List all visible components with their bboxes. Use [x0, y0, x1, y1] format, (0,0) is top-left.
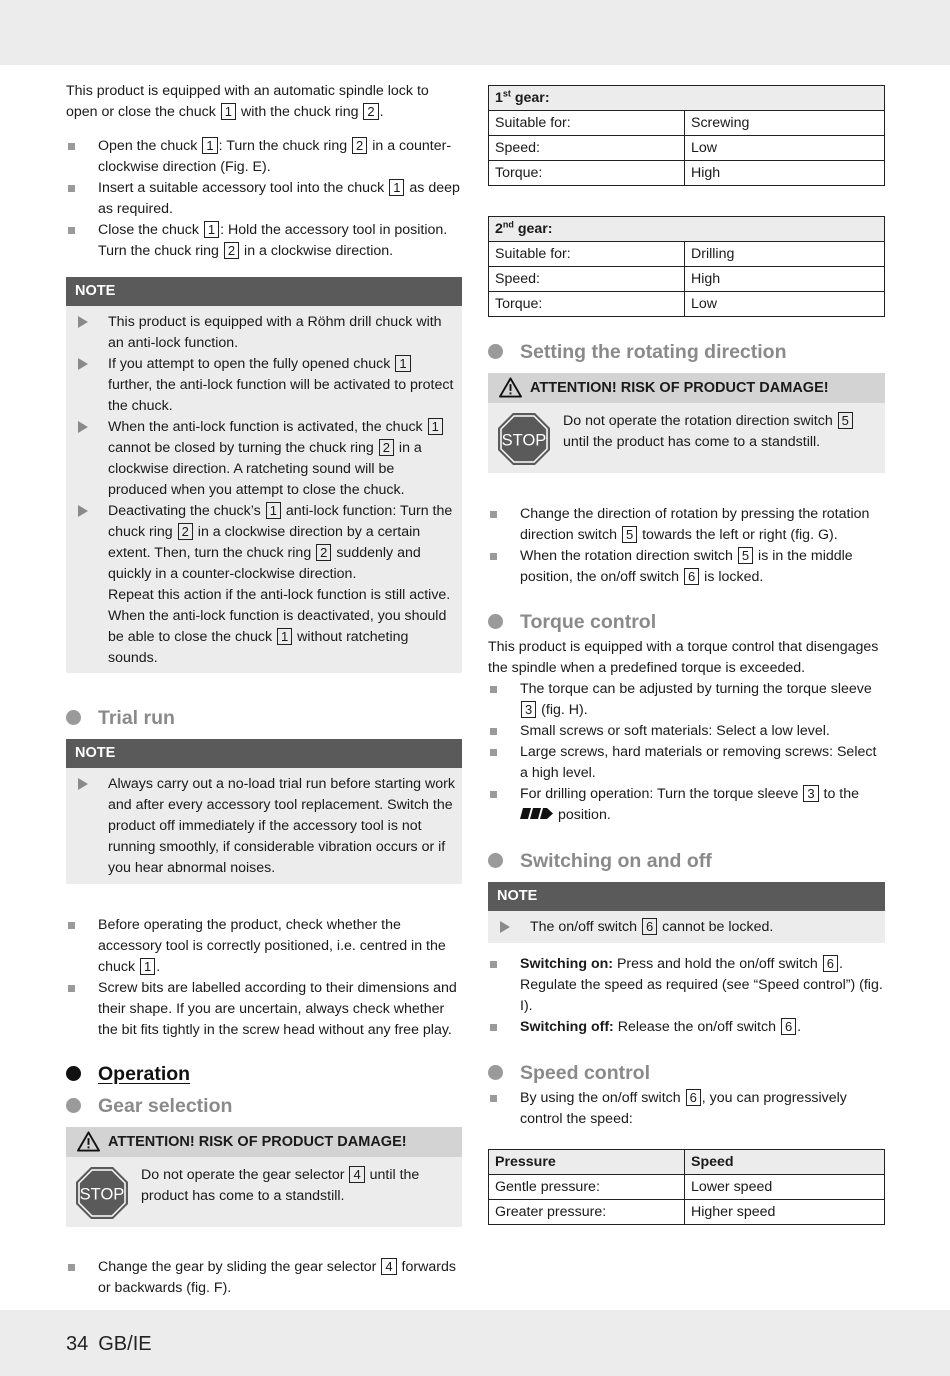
torque-control-heading: Torque control — [488, 609, 885, 635]
part-number-box: 3 — [521, 701, 536, 718]
part-number-box: 6 — [684, 568, 699, 585]
note-item: If you attempt to open the fully opened chuck 1 further, the anti-lock function will be activated to protect the chuck. — [66, 354, 456, 417]
chuck-steps-list — [66, 136, 462, 262]
part-number-box: 6 — [686, 1089, 701, 1106]
region-label: GB/IE — [98, 1333, 152, 1355]
list-item: Change the direction of rotation by pressing the rotation direction switch 5 towards the left or right (fig. G). — [488, 504, 885, 546]
gear1-table — [488, 85, 885, 186]
switching-heading: Switching on and off — [488, 848, 885, 874]
table-row: Suitable for: Screwing — [489, 111, 885, 136]
part-number-box: 5 — [838, 412, 853, 429]
list-item: Large screws, hard materials or removing screws: Select a high level. — [488, 742, 885, 784]
switching-note — [488, 882, 885, 943]
part-number-box: 1 — [204, 221, 219, 238]
attention-title: ATTENTION! RISK OF PRODUCT DAMAGE! — [488, 373, 885, 403]
gear-attention-box — [66, 1127, 462, 1227]
list-item: Close the chuck 1 : Hold the accessory tool in position. Turn the chuck ring 2 in a clockwise direction. — [66, 220, 462, 262]
list-item: Switching off: Release the on/off switch 6 . — [488, 1017, 885, 1038]
operation-heading: Operation — [66, 1061, 462, 1087]
gear2-table — [488, 216, 885, 317]
table-row: Suitable for: Drilling — [489, 242, 885, 267]
part-number-box: 1 — [428, 418, 443, 435]
svg-text:STOP: STOP — [501, 431, 547, 450]
table-row: Torque: Low — [489, 292, 885, 317]
part-number-box: 1 — [202, 137, 217, 154]
note-item: Always carry out a no-load trial run before starting work and after every accessory tool replacement. Switch the product off immediately if the accessory tool is not running smoothly, if considerable vibration occurs or if you hear abnormal noises. — [66, 774, 456, 879]
list-item: The torque can be adjusted by turning the torque sleeve 3 (fig. H). — [488, 679, 885, 721]
table-row: Speed: High — [489, 267, 885, 292]
table-row: Speed: Low — [489, 136, 885, 161]
note-item: This product is equipped with a Röhm drill chuck with an anti-lock function. — [66, 312, 456, 354]
part-number-box: 4 — [381, 1258, 396, 1275]
attention-title: ATTENTION! RISK OF PRODUCT DAMAGE! — [66, 1127, 462, 1157]
note-list — [66, 306, 462, 673]
section-bullet-icon — [488, 614, 503, 629]
part-number-box: 2 — [379, 439, 394, 456]
trial-run-note — [66, 739, 462, 884]
part-number-box: 5 — [622, 526, 637, 543]
note-item: Repeat this action if the anti-lock function is still active. When the anti-lock function is deactivated, you should be able to close the chuck 1 without ratcheting sounds. — [108, 587, 451, 666]
list-item: For drilling operation: Turn the torque sleeve 3 to the position. — [488, 784, 885, 826]
section-bullet-icon — [66, 710, 81, 725]
section-bullet-icon — [488, 344, 503, 359]
rotating-direction-heading: Setting the rotating direction — [488, 339, 885, 365]
trial-run-heading: Trial run — [66, 705, 462, 731]
list-item: Insert a suitable accessory tool into the chuck 1 as deep as required. — [66, 178, 462, 220]
part-number-box: 2 — [178, 523, 193, 540]
speed-control-heading: Speed control — [488, 1060, 885, 1086]
note-title: NOTE — [66, 739, 462, 768]
list-item: Small screws or soft materials: Select a low level. — [488, 721, 885, 742]
anti-lock-note — [66, 277, 462, 673]
section-bullet-icon — [66, 1066, 81, 1081]
part-number-box: 6 — [823, 955, 838, 972]
warning-triangle-icon — [499, 377, 522, 398]
note-list — [66, 768, 462, 884]
part-number-box: 5 — [738, 547, 753, 564]
stop-sign-icon — [75, 1166, 129, 1220]
part-number-box: 2 — [224, 242, 239, 259]
part-number-box: 1 — [266, 502, 281, 519]
part-number-box: 6 — [781, 1018, 796, 1035]
gear-selection-heading: Gear selection — [66, 1093, 462, 1119]
speed-table: Pressure Speed Gentle pressure: Lower speed Greater pressure: Higher speed — [488, 1149, 885, 1225]
speed-list — [488, 1088, 885, 1130]
page-footer — [66, 1331, 162, 1357]
attention-body — [488, 403, 885, 473]
section-bullet-icon — [488, 1065, 503, 1080]
page-number: 34 — [66, 1333, 89, 1355]
attention-text: Do not operate the rotation direction switch 5 until the product has come to a standstill. — [563, 411, 865, 453]
svg-text:STOP: STOP — [79, 1185, 125, 1204]
gear-change-list — [66, 1257, 462, 1299]
note-item: When the anti-lock function is activated, the chuck 1 cannot be closed by turning the chuck ring 2 in a clockwise direction. A ratcheting sound will be produced when you attempt to close the chuck. — [66, 417, 456, 501]
part-number-box: 1 — [140, 958, 155, 975]
note-item: Deactivating the chuck’s 1 anti-lock function: Turn the chuck ring 2 in a clockwise direction by a certain extent. Then, turn the chuck ring 2 suddenly and quickly in a counter-clockwise direction. — [66, 501, 456, 585]
section-bullet-icon — [66, 1098, 81, 1113]
torque-intro: This product is equipped with a torque control that disengages the spindle when a predefined torque is exceeded. — [488, 639, 879, 676]
part-number-box: 6 — [642, 918, 657, 935]
stop-sign-icon — [497, 412, 551, 466]
note-list — [488, 911, 885, 943]
list-item: When the rotation direction switch 5 is in the middle position, the on/off switch 6 is locked. — [488, 546, 885, 588]
spindle-lock-intro: This product is equipped with an automatic spindle lock to open or close the chuck 1 with the chuck ring 2 . — [66, 83, 429, 120]
list-item: Switching on: Press and hold the on/off switch 6 . Regulate the speed as required (see “Speed control”) (fig. I). — [488, 954, 885, 1017]
list-item: Screw bits are labelled according to their dimensions and their shape. If you are uncertain, always check whether the bit fits tightly in the screw head without any free play. — [66, 978, 462, 1041]
trial-run-list — [66, 915, 462, 1041]
rotation-attention-box — [488, 373, 885, 473]
gear1-title: 1st gear: — [489, 86, 885, 111]
torque-list — [488, 679, 885, 826]
table-row: Greater pressure: Higher speed — [489, 1200, 885, 1225]
left-column — [66, 81, 462, 1299]
attention-text: Do not operate the gear selector 4 until the product has come to a standstill. — [141, 1167, 420, 1204]
list-item: Open the chuck 1 : Turn the chuck ring 2 in a counter-clockwise direction (Fig. E). — [66, 136, 462, 178]
warning-triangle-icon — [77, 1131, 100, 1152]
gear2-title: 2nd gear: — [489, 217, 885, 242]
right-column — [488, 85, 885, 1225]
note-title: NOTE — [488, 882, 885, 911]
rotation-list — [488, 504, 885, 588]
part-number-box: 1 — [221, 103, 236, 120]
switching-list — [488, 954, 885, 1038]
list-item: Before operating the product, check whether the accessory tool is correctly positioned, i.e. centred in the chuck 1 . — [66, 915, 462, 978]
top-band — [0, 0, 950, 65]
part-number-box: 1 — [277, 628, 292, 645]
table-row: Torque: High — [489, 161, 885, 186]
part-number-box: 4 — [349, 1166, 364, 1183]
part-number-box: 1 — [389, 179, 404, 196]
part-number-box: 2 — [352, 137, 367, 154]
attention-body — [66, 1157, 462, 1227]
part-number-box: 2 — [316, 544, 331, 561]
part-number-box: 1 — [395, 355, 410, 372]
note-title: NOTE — [66, 277, 462, 306]
list-item: Change the gear by sliding the gear selector 4 forwards or backwards (fig. F). — [66, 1257, 462, 1299]
table-row: Gentle pressure: Lower speed — [489, 1175, 885, 1200]
list-item: By using the on/off switch 6 , you can progressively control the speed: — [488, 1088, 885, 1130]
drill-position-icon — [520, 807, 554, 820]
part-number-box: 2 — [363, 103, 378, 120]
note-item: The on/off switch 6 cannot be locked. — [488, 917, 879, 938]
section-bullet-icon — [488, 853, 503, 868]
